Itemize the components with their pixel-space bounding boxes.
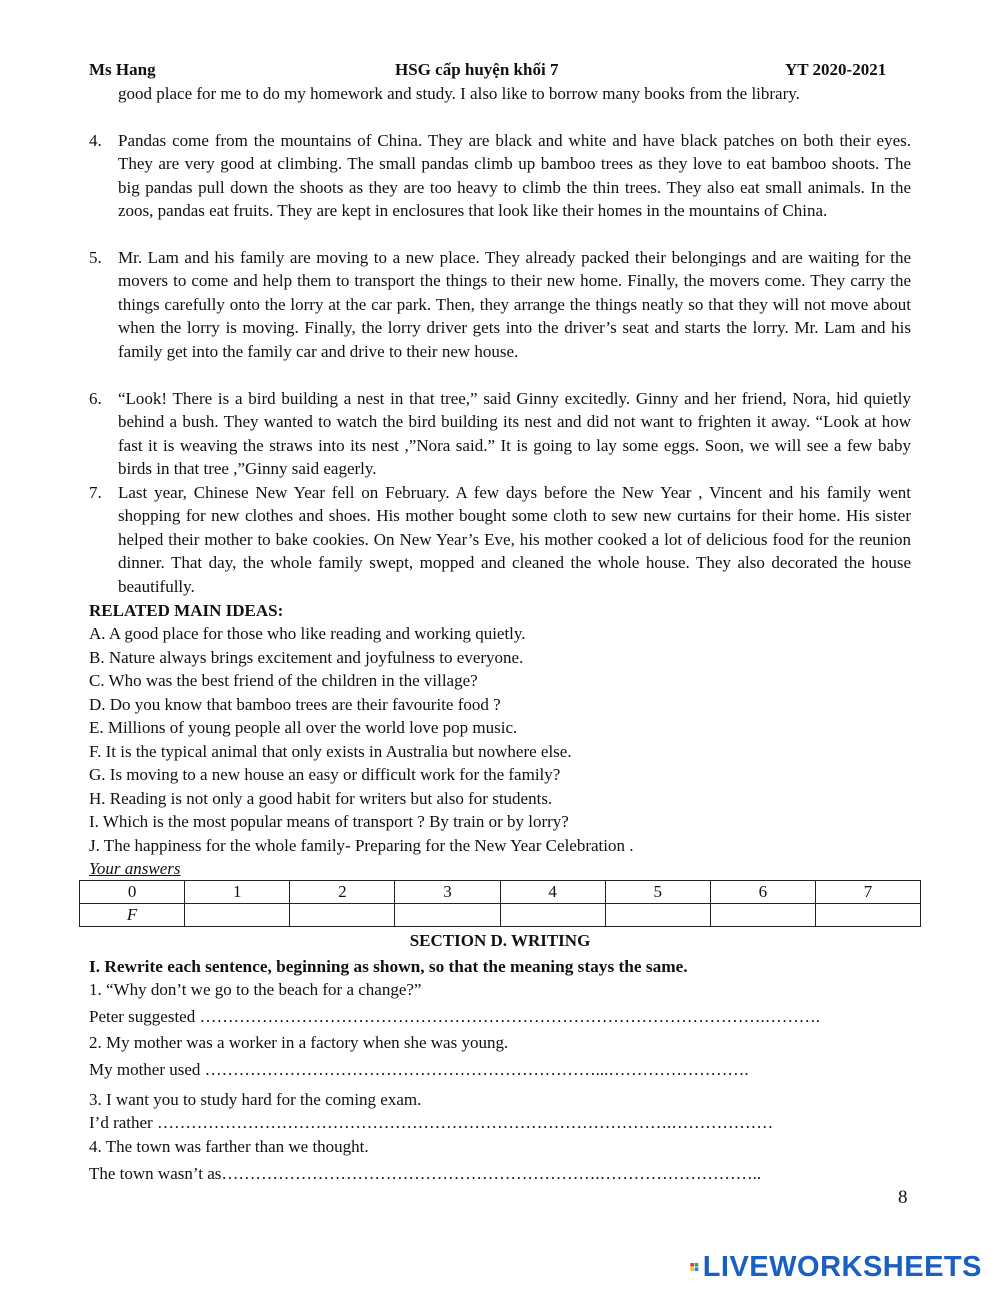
liveworksheets-brand: LIVEWORKSHEETS [702, 1250, 982, 1283]
answer-table [79, 880, 921, 927]
answer-header-cell: 4 [500, 881, 605, 904]
main-ideas-heading: RELATED MAIN IDEAS: [89, 601, 284, 620]
writing-prompt-4: 4. The town was farther than we thought. [89, 1137, 369, 1156]
writing-answer-4[interactable]: The town wasn’t as………………………………………………………….……………………….. [89, 1164, 762, 1183]
paragraph-number: 5. [89, 248, 102, 267]
main-idea-item: F. It is the typical animal that only exists in Australia but nowhere else. [89, 742, 572, 761]
answer-header-cell: 6 [710, 881, 815, 904]
logo-square-yellow [690, 1267, 694, 1271]
header-right: YT 2020-2021 [785, 60, 887, 79]
paragraph-3-continued: good place for me to do my homework and study. I also like to borrow many books from the library. [118, 84, 800, 103]
main-idea-item: J. The happiness for the whole family- Preparing for the New Year Celebration . [89, 836, 634, 855]
writing-instruction: I. Rewrite each sentence, beginning as shown, so that the meaning stays the same. [89, 957, 688, 976]
answer-header-cell: 5 [605, 881, 710, 904]
answer-header-cell: 3 [395, 881, 500, 904]
answer-header-cell: 1 [185, 881, 290, 904]
liveworksheets-logo [690, 1251, 982, 1283]
main-idea-item: H. Reading is not only a good habit for writers but also for students. [89, 789, 553, 808]
writing-answer-2[interactable]: My mother used ……………………………………………………………...……………………. [89, 1060, 749, 1079]
paragraph-number: 6. [89, 389, 102, 408]
answer-header-row [80, 881, 921, 904]
main-idea-item: A. A good place for those who like reading and working quietly. [89, 624, 526, 643]
answer-header-cell: 2 [290, 881, 395, 904]
main-idea-item: I. Which is the most popular means of transport ? By train or by lorry? [89, 812, 569, 831]
logo-square-blue [695, 1267, 699, 1271]
answer-input-2[interactable] [290, 904, 395, 927]
answer-header-cell: 7 [815, 881, 920, 904]
answer-header-cell: 0 [80, 881, 185, 904]
answer-cell-0: F [80, 904, 185, 927]
writing-answer-1[interactable]: Peter suggested ……………………………………………………………………………………….………. [89, 1007, 820, 1026]
header-left: Ms Hang [89, 60, 156, 79]
main-idea-item: G. Is moving to a new house an easy or difficult work for the family? [89, 765, 561, 784]
logo-square-green [695, 1263, 699, 1267]
main-idea-item: E. Millions of young people all over the world love pop music. [89, 718, 518, 737]
paragraph-number: 4. [89, 131, 102, 150]
answer-input-1[interactable] [185, 904, 290, 927]
writing-prompt-2: 2. My mother was a worker in a factory when she was young. [89, 1033, 509, 1052]
section-title: SECTION D. WRITING [409, 931, 591, 950]
answer-input-7[interactable] [815, 904, 920, 927]
paragraph-5: Mr. Lam and his family are moving to a new place. They already packed their belongings and are waiting for the movers to come and help them to transport the things to their new home. Finally, the movers come. They carry the things carefully onto the lorry at the car park. Then, they arrange the things neatly so that they will not move about when the lorry is moving. Finally, the lorry driver gets into the driver’s seat and starts the lorry. Mr. Lam and his family get into the family car and drive to their new house. [118, 248, 911, 361]
writing-prompt-1: 1. “Why don’t we go to the beach for a change?” [89, 980, 422, 999]
main-idea-item: D. Do you know that bamboo trees are their favourite food ? [89, 695, 501, 714]
answer-input-6[interactable] [710, 904, 815, 927]
answer-input-row [80, 904, 921, 927]
writing-prompt-3: 3. I want you to study hard for the coming exam. [89, 1090, 422, 1109]
paragraph-4: Pandas come from the mountains of China. They are black and white and have black patches on both their eyes. They are very good at climbing. The small pandas climb up bamboo trees as they love to eat bamboo shoots. The big pandas pull down the shoots as they are too heavy to climb the thin trees. They also eat small animals. In the zoos, pandas eat fruits. They are kept in enclosures that look like their homes in the mountains of China. [118, 131, 911, 221]
writing-answer-3[interactable]: I’d rather ……………………………………………………………………………….……………… [89, 1113, 774, 1132]
paragraph-number: 7. [89, 483, 102, 502]
main-idea-item: B. Nature always brings excitement and joyfulness to everyone. [89, 648, 524, 667]
answer-input-3[interactable] [395, 904, 500, 927]
page-number: 8 [898, 1187, 908, 1208]
main-idea-item: C. Who was the best friend of the children in the village? [89, 671, 478, 690]
answer-input-4[interactable] [500, 904, 605, 927]
paragraph-6: “Look! There is a bird building a nest in that tree,” said Ginny excitedly. Ginny and her friend, Nora, hid quietly behind a bush. They wanted to watch the bird building its nest and did not want to frighten it away. “Look at how fast it is weaving the straws into its nest ,”Nora said.” It is going to lay some eggs. Soon, we will see a few baby birds in that tree ,”Ginny said eagerly. [118, 389, 911, 479]
liveworksheets-logo-icon [690, 1254, 699, 1280]
header-center: HSG cấp huyện khối 7 [395, 60, 559, 79]
answer-input-5[interactable] [605, 904, 710, 927]
your-answers-label: Your answers [89, 859, 181, 878]
logo-square-red [690, 1263, 694, 1267]
paragraph-7: Last year, Chinese New Year fell on February. A few days before the New Year , Vincent and his family went shopping for new clothes and shoes. His mother bought some cloth to sew new curtains for their home. His sister helped their mother to bake cookies. On New Year’s Eve, his mother cooked a lot of delicious food for the reunion dinner. That day, the whole family swept, mopped and cleaned the whole house. They also decorated the house beautifully. [118, 483, 911, 596]
